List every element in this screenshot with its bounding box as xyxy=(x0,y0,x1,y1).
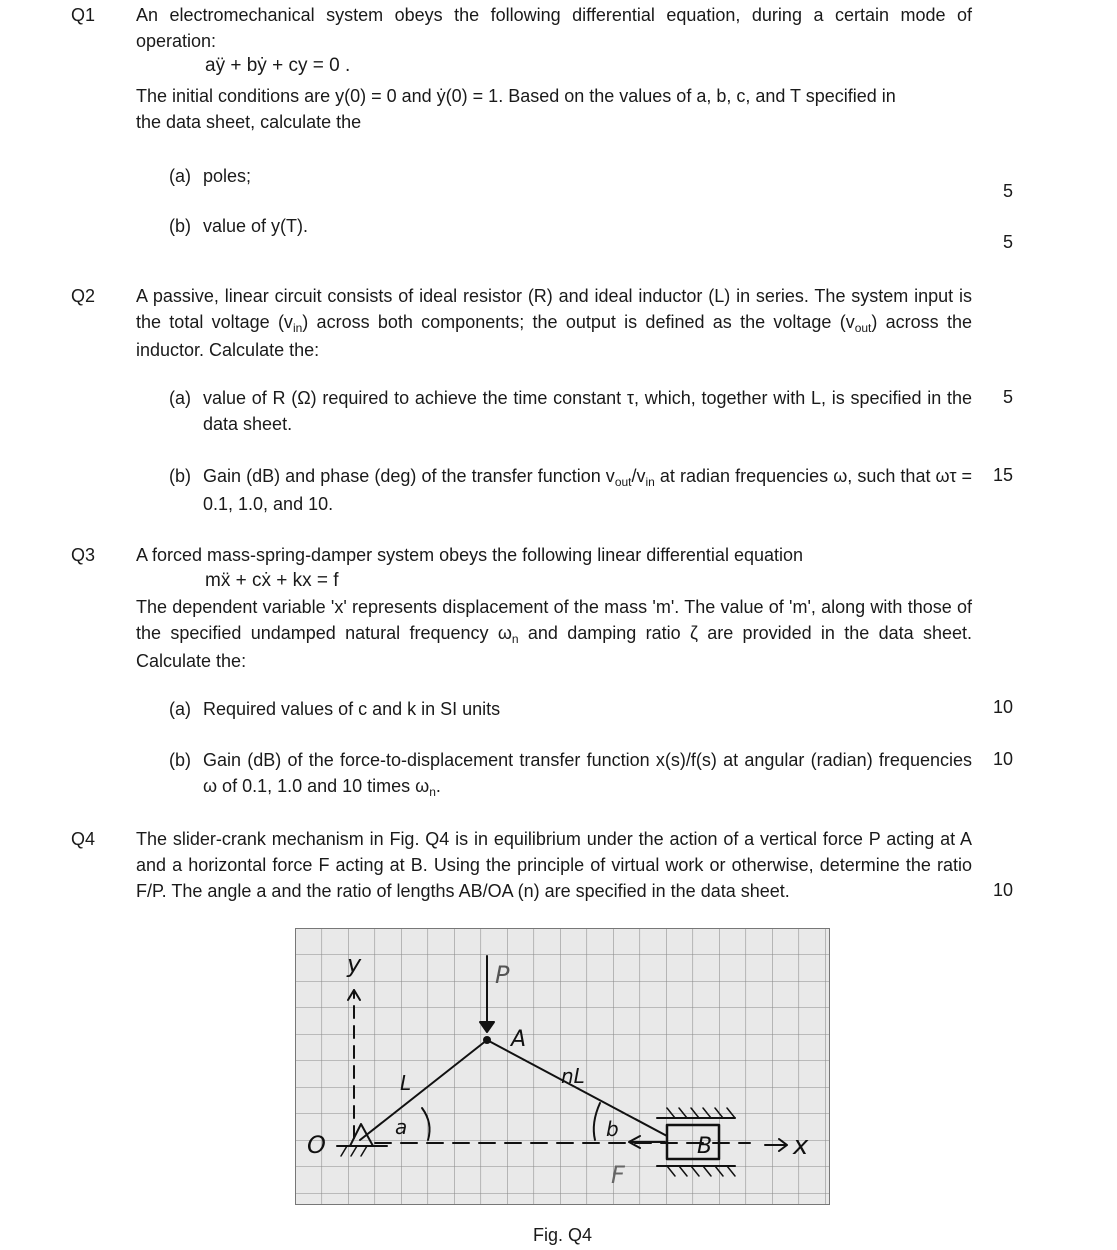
q3-part-b-text: Gain (dB) of the force-to-displacement transfer function x(s)/f(s) at angular (radian) frequencies ω of 0.1, 1.0 and 10 times $\omega_n$. xyxy=(203,750,972,799)
q2-part-a-marks: 5 xyxy=(1002,387,1013,407)
q3-part-b-tag: (b) xyxy=(169,750,191,770)
label-y: y xyxy=(347,950,362,978)
q3-part-b xyxy=(169,747,972,801)
joint-A xyxy=(483,1036,491,1044)
label-A: A xyxy=(511,1027,527,1052)
q2-part-a-tag: (a) xyxy=(169,388,191,408)
label-F: F xyxy=(611,1161,625,1189)
q3-intro: A forced mass-spring-damper system obeys the following linear differential equation xyxy=(136,545,804,565)
q2-label: Q2 xyxy=(71,286,96,306)
q2-intro: A passive, linear circuit consists of ideal resistor (R) and ideal inductor (L) in series. The system input is the total voltage $(v_{in})$ across both components; the output is defined as the voltage $(v_{out})$ across the inductor. Calculate the: xyxy=(136,286,972,360)
q4-label: Q4 xyxy=(71,829,96,849)
q2-part-b-marks: 15 xyxy=(992,465,1013,485)
q1-part-a-marks: 5 xyxy=(1002,181,1013,201)
q1-conditions xyxy=(136,83,972,135)
label-nL: nL xyxy=(561,1064,585,1088)
q1-part-b-text: value of y(T). xyxy=(203,216,309,236)
slider-crank-figure xyxy=(295,928,830,1205)
q3-part-b-marks: 10 xyxy=(992,749,1013,769)
q2-part-a-text: value of R (Ω) required to achieve the time constant τ, which, together with L, is specified in the data sheet. xyxy=(203,388,972,434)
label-x: x xyxy=(793,1131,809,1161)
q2-part-b xyxy=(169,463,972,517)
q1-conditions-line1: The initial conditions are y(0) = 0 and ẏ(0) = 1. Based on the values of a, b, c, and T specified in xyxy=(136,86,896,106)
q3-part-a xyxy=(169,696,972,722)
q1-part-b-tag: (b) xyxy=(169,216,191,236)
label-P: P xyxy=(495,961,510,989)
q1-part-a xyxy=(169,163,972,189)
q2-part-b-text: Gain (dB) and phase (deg) of the transfer function $v_{out}/v_{in}$ at radian frequencies ω, such that ωτ = 0.1, 1.0, and 10. xyxy=(203,466,973,514)
label-O: O xyxy=(307,1131,326,1159)
q3-part-a-text: Required values of c and k in SI units xyxy=(203,699,501,719)
q1-intro: An electromechanical system obeys the following differential equation, during a certain mode of operation: xyxy=(136,5,972,51)
label-b: b xyxy=(606,1117,619,1141)
q3-part-a-tag: (a) xyxy=(169,699,191,719)
q3-label: Q3 xyxy=(71,545,96,565)
q2-part-a xyxy=(169,385,972,437)
q1-conditions-line2: the data sheet, calculate the xyxy=(136,112,362,132)
q1-equation: aÿ + bẏ + cy = 0 . xyxy=(205,55,351,76)
q2-part-b-tag: (b) xyxy=(169,466,191,486)
label-B: B xyxy=(697,1134,713,1159)
q1-part-b-marks: 5 xyxy=(1002,232,1013,252)
q1-part-a-tag: (a) xyxy=(169,166,191,186)
figure-caption: Fig. Q4 xyxy=(533,1225,593,1245)
label-a: a xyxy=(395,1115,408,1139)
q3-part-a-marks: 10 xyxy=(992,697,1013,717)
q3-body: The dependent variable 'x' represents displacement of the mass 'm'. The value of 'm', along with those of the specified undamped natural frequency $\omega_n$ and damping ratio ζ are provided in the data sheet. Calculate the: xyxy=(136,597,973,671)
q3-equation: mẍ + cẋ + kx = f xyxy=(205,570,339,591)
q1-label: Q1 xyxy=(71,5,96,25)
q1-part-b xyxy=(169,213,972,239)
q1-part-a-text: poles; xyxy=(203,166,252,186)
label-L: L xyxy=(400,1071,412,1095)
q4-marks: 10 xyxy=(992,880,1013,900)
q4-text: The slider-crank mechanism in Fig. Q4 is in equilibrium under the action of a vertical force P acting at A and a horizontal force F acting at B. Using the principle of virtual work or otherwise, determine the ratio F/P. The angle a and the ratio of lengths AB/OA (n) are specified in the data sheet. xyxy=(136,829,972,901)
